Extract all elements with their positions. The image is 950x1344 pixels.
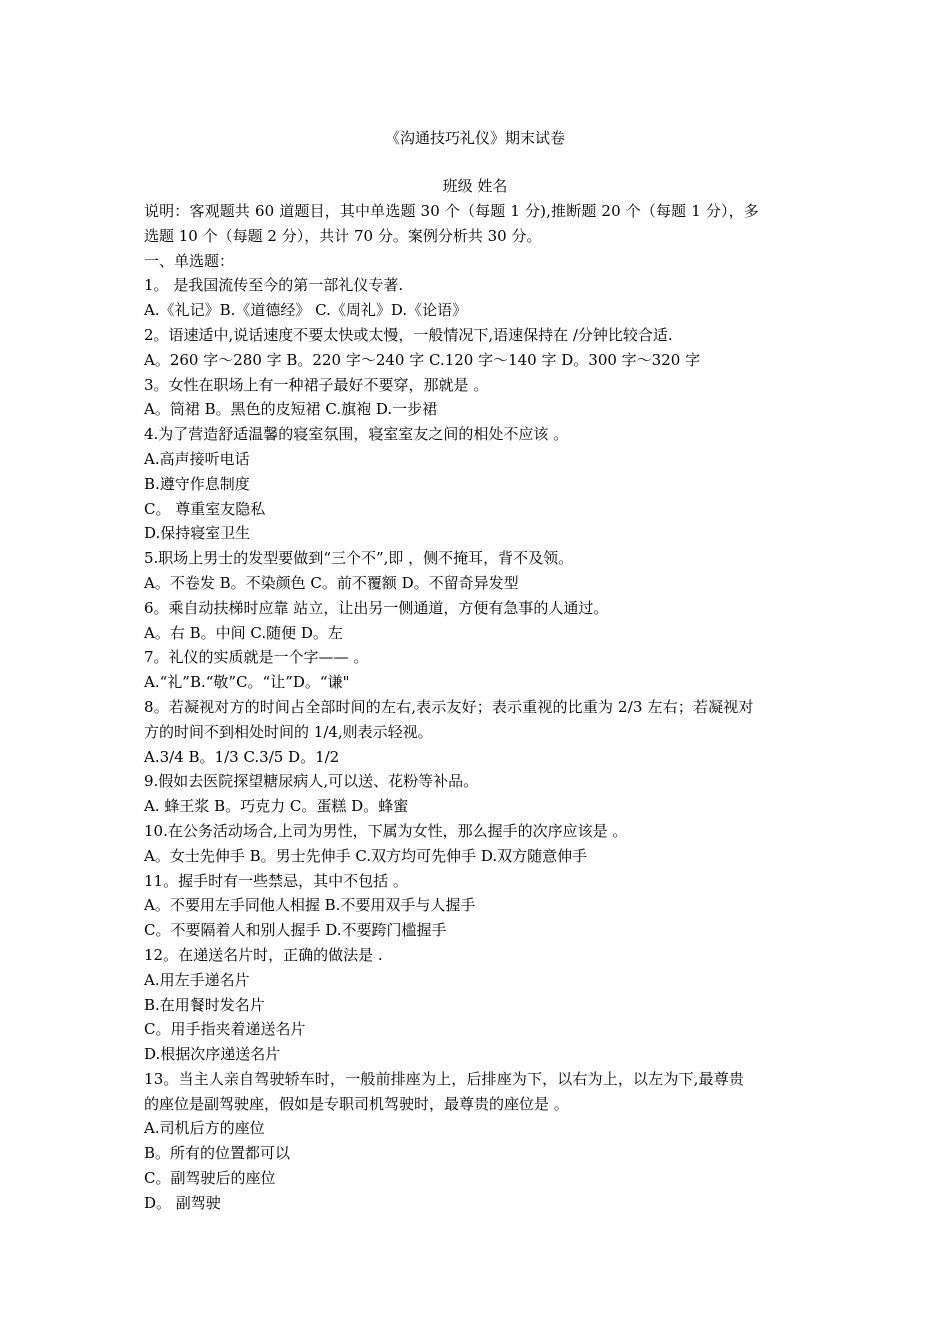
question-6-options: A。右 B。中间 C.随便 D。左 [144, 623, 343, 642]
question-10-options: A。女士先伸手 B。男士先伸手 C.双方均可先伸手 D.双方随意伸手 [144, 846, 588, 865]
question-13-option-d: D。 副驾驶 [144, 1193, 221, 1212]
question-9: 9.假如去医院探望糖尿病人,可以送、花粉等补品。 [144, 772, 479, 791]
question-4: 4.为了营造舒适温馨的寝室氛围，寝室室友之间的相处不应该 。 [144, 425, 569, 444]
question-13-line-1: 13。当主人亲自驾驶轿车时，一般前排座为上，后排座为下，以右为上，以左为下,最尊贵 [144, 1069, 745, 1088]
question-3: 3。女性在职场上有一种裙子最好不要穿，那就是 。 [144, 375, 489, 394]
question-4-option-a: A.高声接听电话 [144, 449, 250, 468]
question-1: 1。 是我国流传至今的第一部礼仪专著. [144, 276, 404, 295]
question-8-line-2: 方的时间不到相处时间的 1/4,则表示轻视。 [144, 722, 433, 741]
question-13-option-c: C。副驾驶后的座位 [144, 1169, 276, 1188]
question-7: 7。礼仪的实质就是一个字—— 。 [144, 648, 369, 667]
question-12-option-c: C。用手指夹着递送名片 [144, 1020, 306, 1039]
section-heading: 一、单选题： [144, 251, 235, 270]
question-7-options: A.“礼”B.“敬”C。“让”D。“谦" [144, 673, 350, 692]
question-12: 12。在递送名片时，正确的做法是 . [144, 945, 383, 964]
question-5-options: A。不卷发 B。不染颜色 C。前不覆额 D。不留奇异发型 [144, 573, 519, 592]
question-4-option-b: B.遵守作息制度 [144, 474, 250, 493]
question-13-line-2: 的座位是副驾驶座，假如是专职司机驾驶时，最尊贵的座位是 。 [144, 1094, 569, 1113]
question-2-options: A。260 字～280 字 B。220 字～240 字 C.120 字～140 字 D。300 字～320 字 [144, 350, 701, 369]
question-1-options: A.《礼记》B.《道德经》 C.《周礼》D.《论语》 [144, 301, 468, 320]
question-13-option-a: A.司机后方的座位 [144, 1119, 265, 1138]
question-11: 11。握手时有一些禁忌，其中不包括 。 [144, 871, 408, 890]
question-12-option-a: A.用左手递名片 [144, 970, 250, 989]
question-2: 2。语速适中,说话速度不要太快或太慢，一般情况下,语速保持在 /分钟比较合适. [144, 325, 673, 344]
question-10: 10.在公务活动场合,上司为男性，下属为女性，那么握手的次序应该是 。 [144, 821, 628, 840]
question-6: 6。乘自动扶梯时应靠 站立，让出另一侧通道，方便有急事的人通过。 [144, 598, 609, 617]
question-3-options: A。筒裙 B。黑色的皮短裙 C.旗袍 D.一步裙 [144, 400, 438, 419]
question-12-option-d: D.根据次序递送名片 [144, 1045, 281, 1064]
instructions-line-2: 选题 10 个（每题 2 分），共计 70 分。案例分析共 30 分。 [144, 226, 542, 245]
question-9-options: A. 蜂王浆 B。巧克力 C。蛋糕 D。蜂蜜 [144, 797, 409, 816]
question-4-option-d: D.保持寝室卫生 [144, 524, 251, 543]
question-8-options: A.3/4 B。1/3 C.3/5 D。1/2 [144, 747, 340, 766]
question-4-option-c: C。 尊重室友隐私 [144, 499, 266, 518]
class-name-line: 班级 姓名 [442, 177, 508, 195]
question-5: 5.职场上男士的发型要做到“三个不”,即 ，侧不掩耳，背不及领。 [144, 549, 574, 568]
question-8-line-1: 8。若凝视对方的时间占全部时间的左右,表示友好；表示重视的比重为 2/3 左右；若凝视对 [144, 697, 754, 716]
document-body [144, 199, 812, 1216]
question-11-options-cd: C。不要隔着人和别人握手 D.不要跨门槛握手 [144, 921, 447, 940]
question-11-options-ab: A。不要用左手同他人相握 B.不要用双手与人握手 [144, 896, 476, 915]
exam-title: 《沟通技巧礼仪》期末试卷 [384, 129, 565, 147]
question-13-option-b: B。所有的位置都可以 [144, 1144, 291, 1163]
instructions-line-1: 说明：客观题共 60 道题目，其中单选题 30 个（每题 1 分),推断题 20 个（每题 1 分），多 [144, 202, 759, 220]
question-12-option-b: B.在用餐时发名片 [144, 995, 265, 1014]
